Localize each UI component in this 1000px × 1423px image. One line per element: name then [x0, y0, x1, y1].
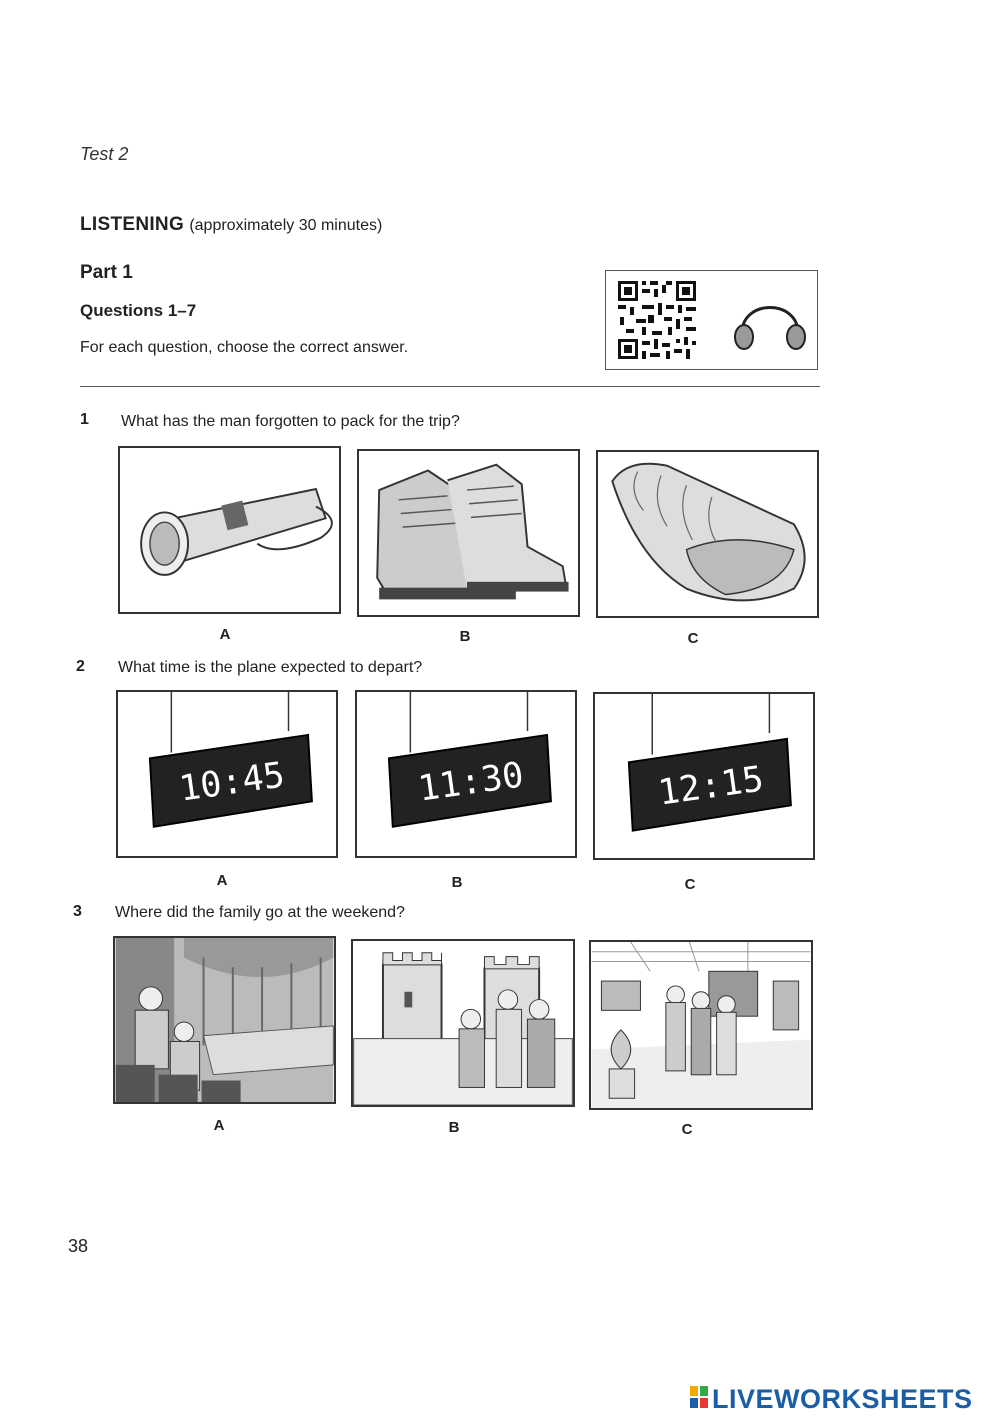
liveworksheets-logo-icon [690, 1386, 708, 1410]
question-number: 3 [73, 903, 82, 920]
audio-box[interactable] [605, 270, 818, 370]
option-image-theatre[interactable] [113, 936, 336, 1104]
option-image-clock-b[interactable] [355, 690, 577, 858]
option-letter: A [213, 1117, 225, 1134]
section-title: LISTENING [80, 214, 185, 235]
clock-time: 11:30 [415, 754, 527, 810]
option-image-art-gallery[interactable] [589, 940, 813, 1110]
question-text: Where did the family go at the weekend? [115, 904, 405, 921]
questions-range: Questions 1–7 [80, 301, 197, 320]
section-heading [80, 214, 382, 236]
clock-display-icon [595, 694, 813, 858]
instruction-text: For each question, choose the correct answer. [80, 339, 409, 356]
question-text: What time is the plane expected to depart? [118, 659, 423, 676]
clock-time: 12:15 [655, 758, 767, 814]
option-letter: B [459, 628, 471, 645]
clock-display-icon [118, 692, 336, 856]
option-image-torch[interactable] [118, 446, 341, 614]
header-divider [80, 386, 820, 387]
question-number: 1 [80, 411, 89, 428]
option-letter: C [681, 1121, 693, 1138]
question-text: What has the man forgotten to pack for the trip? [121, 413, 460, 430]
option-image-clock-a[interactable] [116, 690, 338, 858]
art-gallery-icon [591, 942, 811, 1108]
option-letter: B [451, 874, 463, 891]
option-letter: A [216, 872, 228, 889]
clock-display-icon [357, 692, 575, 856]
option-image-clock-c[interactable] [593, 692, 815, 860]
question-number: 2 [76, 658, 85, 675]
theatre-icon [115, 938, 334, 1102]
brand-name[interactable]: LIVEWORKSHEETS [712, 1384, 973, 1414]
qr-code-icon[interactable] [616, 279, 698, 361]
option-image-castle[interactable] [351, 939, 575, 1107]
sleeping-bag-icon [598, 452, 817, 616]
option-image-sleeping-bag[interactable] [596, 450, 819, 618]
walking-boots-icon [359, 451, 578, 615]
torch-icon [120, 448, 339, 612]
castle-icon [353, 941, 573, 1105]
option-letter: C [684, 876, 696, 893]
page-number: 38 [68, 1236, 89, 1256]
clock-time: 10:45 [176, 754, 288, 810]
headphones-icon [732, 289, 808, 355]
part-label: Part 1 [80, 262, 133, 283]
test-label: Test 2 [80, 144, 129, 164]
option-image-walking-boots[interactable] [357, 449, 580, 617]
option-letter: C [687, 630, 699, 647]
option-letter: A [219, 626, 231, 643]
section-duration: (approximately 30 minutes) [189, 217, 383, 234]
option-letter: B [448, 1119, 460, 1136]
